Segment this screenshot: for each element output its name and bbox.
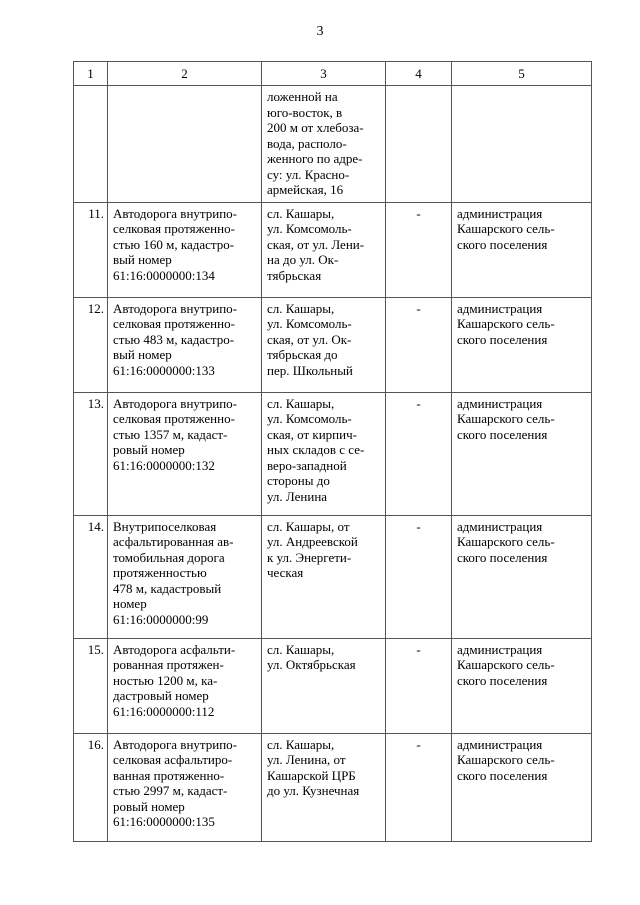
object-location: сл. Кашары, ул. Ленина, от Кашарской ЦРБ до ул. Кузнечная [262, 733, 386, 841]
object-description: Автодорога внутрипо- селковая протяженно- стью 1357 м, кадаст- ровый номер 61:16:0000000:132 [108, 392, 262, 515]
object-description: Автодорога внутрипо- селковая асфальтиро- ванная протяженно- стью 2997 м, кадаст- ровый номер 61:16:0000000:135 [108, 733, 262, 841]
row-number: 14. [74, 515, 108, 638]
column-4-value: - [386, 202, 452, 297]
header-cell: 1 [74, 62, 108, 86]
object-description: Автодорога внутрипо- селковая протяженно- стью 483 м, кадастро- вый номер 61:16:0000000:133 [108, 297, 262, 392]
header-cell: 3 [262, 62, 386, 86]
header-cell: 2 [108, 62, 262, 86]
object-location: сл. Кашары, ул. Комсомоль- ская, от ул. Лени- на до ул. Ок- тябрьская [262, 202, 386, 297]
holder: администрация Кашарского сель- ского поселения [452, 515, 592, 638]
object-location: ложенной на юго-восток, в 200 м от хлебоза- вода, располо- женного по адре- су: ул. Красно- армейская, 16 [262, 86, 386, 203]
object-description: Автодорога асфальти- рованная протяжен- ностью 1200 м, ка- дастровый номер 61:16:0000000:112 [108, 638, 262, 733]
table-row [74, 515, 592, 638]
column-4-value: - [386, 392, 452, 515]
column-4-value: - [386, 515, 452, 638]
table-row [74, 297, 592, 392]
table-row [74, 202, 592, 297]
holder: администрация Кашарского сель- ского поселения [452, 202, 592, 297]
row-number [74, 86, 108, 203]
table-row [74, 392, 592, 515]
object-description: Внутрипоселковая асфальтированная ав- томобильная дорога протяженностью 478 м, кадастровый номер 61:16:0000000:99 [108, 515, 262, 638]
table-row [74, 86, 592, 203]
column-4-value: - [386, 297, 452, 392]
row-number: 15. [74, 638, 108, 733]
table-row [74, 733, 592, 841]
property-table [73, 61, 592, 842]
row-number: 11. [74, 202, 108, 297]
column-4-value: - [386, 638, 452, 733]
object-description: Автодорога внутрипо- селковая протяженно- стью 160 м, кадастро- вый номер 61:16:0000000:134 [108, 202, 262, 297]
object-location: сл. Кашары, от ул. Андреевской к ул. Энергети- ческая [262, 515, 386, 638]
table-header-row [74, 62, 592, 86]
page-number: 3 [316, 24, 324, 39]
holder: администрация Кашарского сель- ского поселения [452, 638, 592, 733]
object-location: сл. Кашары, ул. Комсомоль- ская, от кирпич- ных складов с се- веро-западной стороны до ул. Ленина [262, 392, 386, 515]
header-cell: 5 [452, 62, 592, 86]
header-cell: 4 [386, 62, 452, 86]
object-location: сл. Кашары, ул. Октябрьская [262, 638, 386, 733]
holder: администрация Кашарского сель- ского поселения [452, 733, 592, 841]
column-4-value: - [386, 733, 452, 841]
object-location: сл. Кашары, ул. Комсомоль- ская, от ул. Ок- тябрьская до пер. Школьный [262, 297, 386, 392]
holder [452, 86, 592, 203]
table-row [74, 638, 592, 733]
row-number: 13. [74, 392, 108, 515]
holder: администрация Кашарского сель- ского поселения [452, 297, 592, 392]
row-number: 12. [74, 297, 108, 392]
holder: администрация Кашарского сель- ского поселения [452, 392, 592, 515]
column-4-value [386, 86, 452, 203]
row-number: 16. [74, 733, 108, 841]
object-description [108, 86, 262, 203]
